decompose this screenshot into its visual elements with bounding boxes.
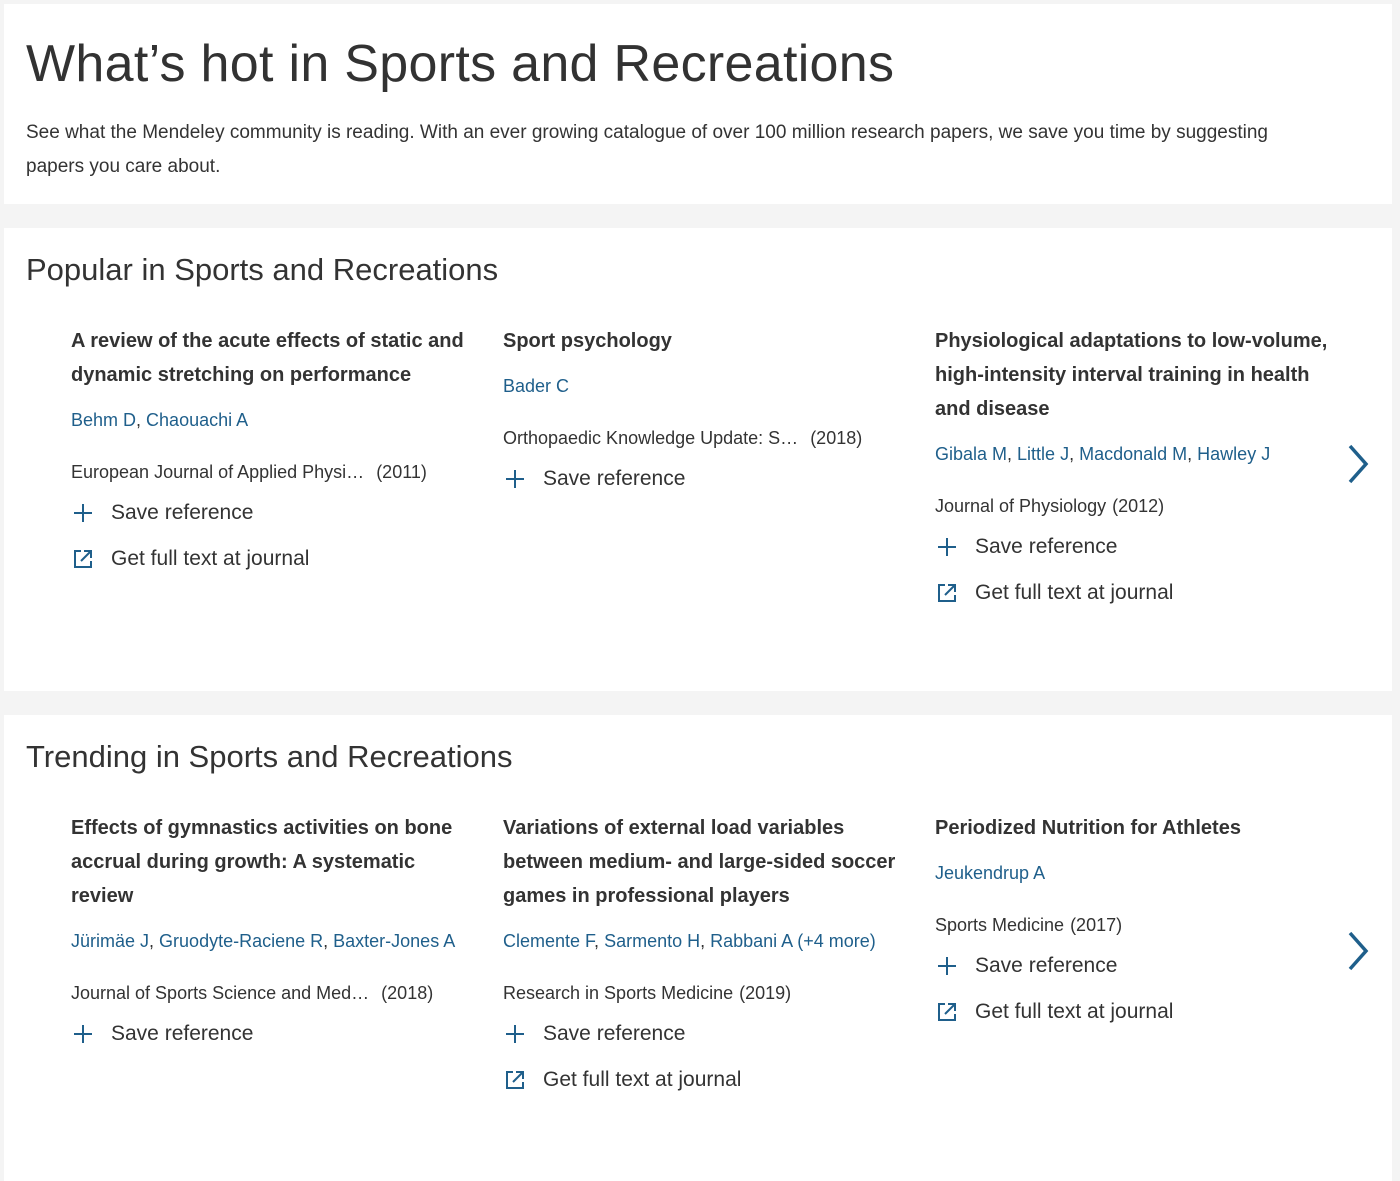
journal-name: European Journal of Applied Physi… <box>71 462 365 482</box>
journal-info <box>71 460 441 484</box>
full-text-link[interactable] <box>935 576 1335 610</box>
journal-info <box>503 981 903 1005</box>
author-list: Gibala M, Little J, Macdonald M, Hawley J <box>935 444 1271 464</box>
section-title-popular: Popular in Sports and Recreations <box>26 252 499 287</box>
publication-year: (2018) <box>810 428 863 448</box>
save-reference-button[interactable] <box>71 1017 471 1051</box>
plus-icon <box>935 535 959 559</box>
author-link[interactable]: Sarmento H <box>604 931 701 951</box>
paper-card <box>935 811 1335 1029</box>
journal-name: Journal of Physiology <box>935 496 1107 516</box>
paper-card <box>935 324 1335 610</box>
paper-title[interactable]: Sport psychology <box>503 330 672 352</box>
popular-section <box>4 228 1392 691</box>
author-link[interactable]: Rabbani A <box>710 931 793 951</box>
page-description: See what the Mendeley community is reading. With an ever growing catalogue of over 100 million research papers, we save you time by suggesting papers you care about. <box>26 122 1268 177</box>
plus-icon <box>935 954 959 978</box>
external-link-icon <box>935 581 959 605</box>
save-reference-label: Save reference <box>975 535 1118 558</box>
save-reference-label: Save reference <box>975 954 1118 977</box>
author-list: Jürimäe J, Gruodyte-Raciene R, Baxter-Jones A <box>71 931 456 951</box>
author-link[interactable]: Clemente F <box>503 931 595 951</box>
hero-panel <box>4 4 1392 204</box>
author-link[interactable]: Chaouachi A <box>146 410 249 430</box>
save-reference-label: Save reference <box>111 1022 254 1045</box>
author-list <box>935 861 1335 885</box>
author-list <box>503 374 903 398</box>
section-title-trending: Trending in Sports and Recreations <box>26 739 513 774</box>
author-list: Clemente F, Sarmento H, Rabbani A (+4 more) <box>503 931 876 951</box>
publication-year: (2019) <box>739 983 792 1003</box>
paper-title[interactable]: Variations of external load variables between medium- and large-sided soccer games in professional players <box>503 817 896 907</box>
publication-year: (2012) <box>1112 496 1165 516</box>
publication-year: (2011) <box>376 462 427 482</box>
journal-name: Journal of Sports Science and Med… <box>71 983 370 1003</box>
author-link[interactable]: Baxter-Jones A <box>333 931 456 951</box>
full-text-label: Get full text at journal <box>975 581 1174 604</box>
journal-info <box>71 981 441 1005</box>
plus-icon <box>503 467 527 491</box>
author-link[interactable]: Behm D <box>71 410 137 430</box>
journal-name: Sports Medicine <box>935 915 1065 935</box>
save-reference-button[interactable] <box>935 949 1335 983</box>
external-link-icon <box>503 1068 527 1092</box>
author-link[interactable]: Hawley J <box>1197 444 1271 464</box>
publication-year: (2017) <box>1070 915 1123 935</box>
full-text-link[interactable] <box>503 1063 903 1097</box>
journal-name: Research in Sports Medicine <box>503 983 734 1003</box>
author-link[interactable]: Jeukendrup A <box>935 863 1046 883</box>
paper-title[interactable]: A review of the acute effects of static and dynamic stretching on performance <box>71 330 464 386</box>
page-title: What’s hot in Sports and Recreations <box>26 35 895 93</box>
paper-card <box>503 811 903 1097</box>
plus-icon <box>71 501 95 525</box>
full-text-label: Get full text at journal <box>111 547 310 570</box>
paper-card <box>71 811 471 1051</box>
full-text-label: Get full text at journal <box>543 1068 742 1091</box>
full-text-label: Get full text at journal <box>975 1000 1174 1023</box>
chevron-right-icon[interactable] <box>1344 929 1372 973</box>
more-authors-link[interactable]: (+4 more) <box>797 931 876 951</box>
journal-name: Orthopaedic Knowledge Update: S… <box>503 428 799 448</box>
journal-info <box>503 426 873 450</box>
paper-title[interactable]: Effects of gymnastics activities on bone accrual during growth: A systematic review <box>71 817 453 907</box>
save-reference-label: Save reference <box>111 501 254 524</box>
author-link[interactable]: Gruodyte-Raciene R <box>159 931 324 951</box>
save-reference-button[interactable] <box>71 496 471 530</box>
plus-icon <box>71 1022 95 1046</box>
full-text-link[interactable] <box>71 542 471 576</box>
full-text-link[interactable] <box>935 995 1335 1029</box>
paper-card <box>503 324 903 496</box>
publication-year: (2018) <box>381 983 434 1003</box>
save-reference-button[interactable] <box>503 462 903 496</box>
plus-icon <box>503 1022 527 1046</box>
save-reference-label: Save reference <box>543 467 686 490</box>
paper-title[interactable]: Physiological adaptations to low-volume, high-intensity interval training in health and disease <box>935 330 1328 420</box>
save-reference-button[interactable] <box>503 1017 903 1051</box>
author-list: Behm D, Chaouachi A <box>71 410 249 430</box>
chevron-right-icon[interactable] <box>1344 442 1372 486</box>
save-reference-button[interactable] <box>935 530 1335 564</box>
save-reference-label: Save reference <box>543 1022 686 1045</box>
author-link[interactable]: Bader C <box>503 376 570 396</box>
external-link-icon <box>71 547 95 571</box>
journal-info <box>935 913 1335 937</box>
paper-title[interactable]: Periodized Nutrition for Athletes <box>935 817 1241 839</box>
paper-card <box>71 324 471 576</box>
author-link[interactable]: Macdonald M <box>1079 444 1188 464</box>
author-link[interactable]: Little J <box>1017 444 1070 464</box>
journal-info <box>935 494 1335 518</box>
author-link[interactable]: Jürimäe J <box>71 931 150 951</box>
trending-section <box>4 715 1392 1181</box>
external-link-icon <box>935 1000 959 1024</box>
author-link[interactable]: Gibala M <box>935 444 1008 464</box>
